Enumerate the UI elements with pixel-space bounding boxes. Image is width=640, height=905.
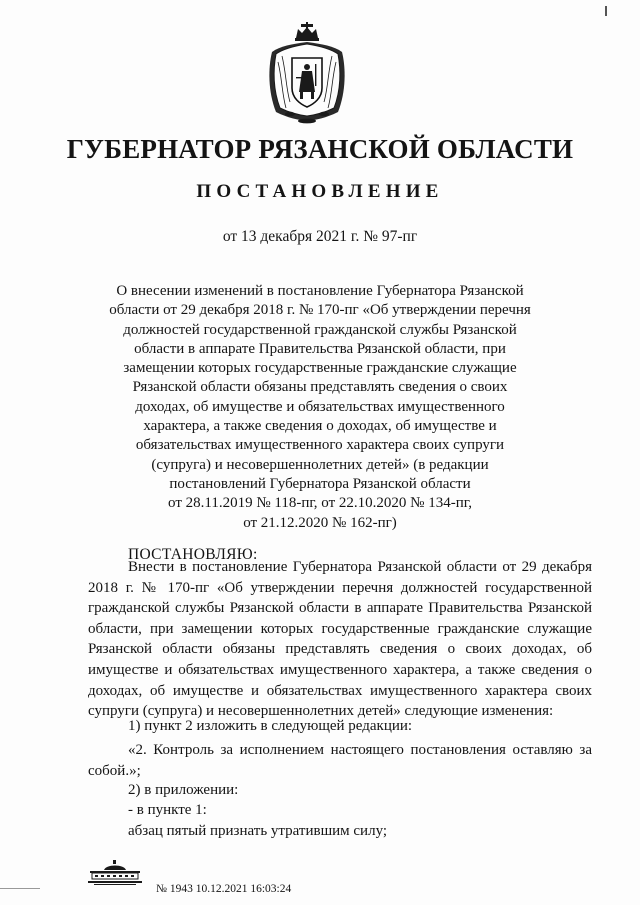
subject-line: (супруга) и несовершеннолетних детей» (в редакции bbox=[151, 456, 489, 473]
registration-stamp-icon bbox=[86, 860, 144, 888]
paragraph-line: Внести в постановление Губернатора Рязанской области от 29 декабря bbox=[128, 559, 592, 575]
ryazan-coat-of-arms-emblem bbox=[262, 22, 352, 126]
quote-paragraph bbox=[88, 740, 592, 781]
paragraph-line: 2018 г. № 170-пг «Об утверждении перечня должностей государственной bbox=[88, 579, 592, 596]
paragraph-line: имуществе и обязательствах имущественного характера, а также сведения о bbox=[88, 661, 592, 678]
resolve-heading: ПОСТАНОВЛЯЮ: bbox=[128, 546, 258, 563]
item-1: 1) пункт 2 изложить в следующей редакции: bbox=[128, 718, 413, 734]
paragraph-line: супруги (супруга) и несовершеннолетних детей» следующие изменения: bbox=[88, 703, 554, 720]
coat-of-arms-icon bbox=[262, 22, 352, 126]
subject-line: должностей государственной гражданской службы Рязанской bbox=[123, 321, 517, 338]
subject-line: замещении которых государственные гражданские служащие bbox=[123, 360, 517, 377]
subject-line: О внесении изменений в постановление Губернатора Рязанской bbox=[116, 283, 524, 299]
subject-line: от 28.11.2019 № 118-пг, от 22.10.2020 № 134-пг, bbox=[168, 495, 472, 512]
item-2-sub-text: абзац пятый признать утратившим силу; bbox=[128, 823, 388, 839]
subject-line: характера, а также сведения о доходах, об имуществе и bbox=[143, 418, 497, 435]
document-date-number: от 13 декабря 2021 г. № 97-пг bbox=[222, 228, 418, 245]
subject-line: обязательствах имущественного характера своих супруги bbox=[135, 437, 505, 454]
paragraph-line: гражданской службы Рязанской области в аппарате Правительства Рязанской bbox=[88, 600, 592, 617]
registration-number: № 1943 10.12.2021 16:03:24 bbox=[156, 883, 292, 895]
paragraph-line: доходах, об имуществе и обязательствах имущественного характера своих bbox=[88, 682, 592, 699]
item-2-sub: - в пункте 1: bbox=[128, 802, 207, 818]
subject-line: области в аппарате Правительства Рязанской области, при bbox=[134, 340, 506, 357]
subject-line: постановлений Губернатора Рязанской области bbox=[169, 475, 471, 492]
paragraph-line: Рязанской области обязаны представлять сведения о своих доходах, об bbox=[88, 641, 592, 658]
main-paragraph bbox=[88, 557, 592, 722]
subject-line: доходах, об имуществе и обязательствах имущественного bbox=[135, 398, 505, 415]
quote-line: «2. Контроль за исполнением настоящего постановления оставляю за bbox=[128, 742, 592, 758]
issuer-title: ГУБЕРНАТОР РЯЗАНСКОЙ ОБЛАСТИ bbox=[66, 134, 574, 164]
document-subject bbox=[96, 282, 544, 533]
subject-line: Рязанской области обязаны представлять сведения о своих bbox=[132, 379, 508, 396]
margin-dash bbox=[0, 888, 40, 889]
item-2: 2) в приложении: bbox=[128, 782, 239, 798]
subject-line: области от 29 декабря 2018 г. № 170-пг «Об утверждении перечня bbox=[109, 302, 531, 319]
quote-line: собой.»; bbox=[88, 762, 141, 779]
paragraph-line: области, при замещении которых государственные гражданские служащие bbox=[88, 620, 592, 637]
scan-edge-mark bbox=[605, 6, 607, 16]
document-type: ПОСТАНОВЛЕНИЕ bbox=[196, 181, 444, 202]
subject-line: от 21.12.2020 № 162-пг) bbox=[243, 514, 397, 531]
